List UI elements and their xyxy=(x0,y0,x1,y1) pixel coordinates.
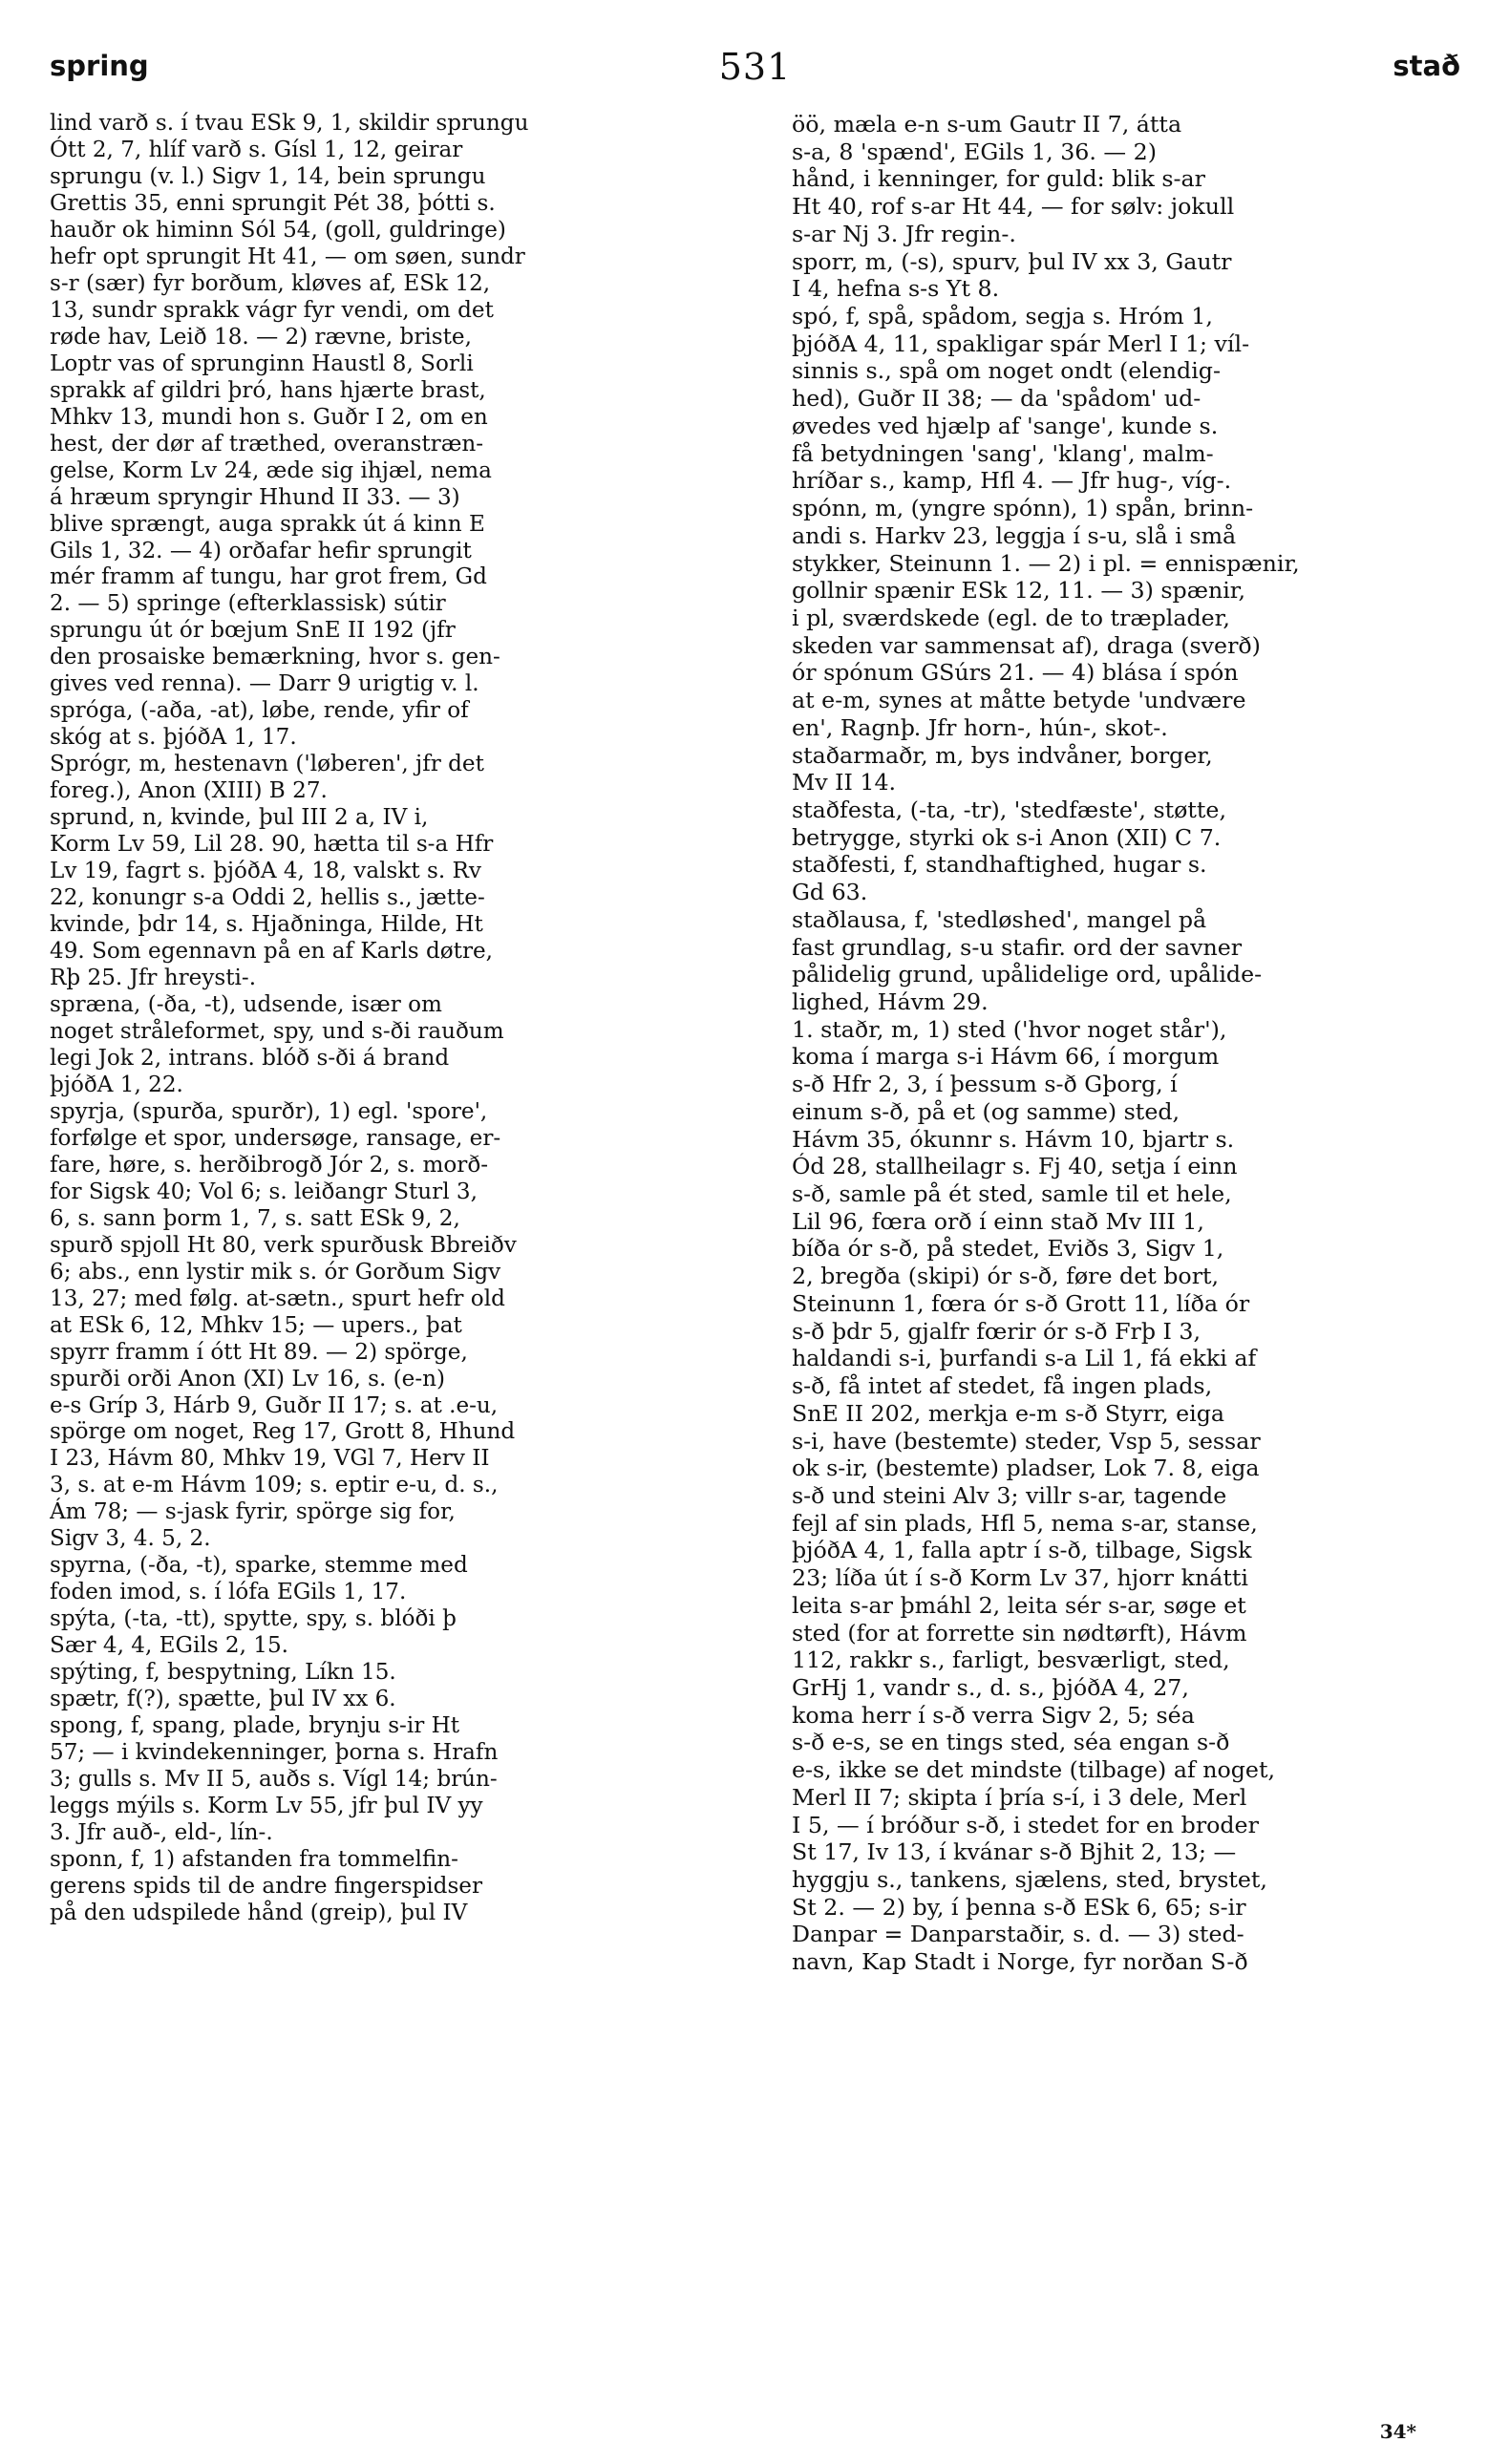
text-line: spurð spjoll Ht 80, verk spurðusk Bbreiðv xyxy=(50,1232,517,1258)
text-line: fast grundlag, s-u stafir. ord der savner xyxy=(792,933,1243,961)
text-line: hyggju s., tankens, sjælens, sted, brystet, xyxy=(792,1866,1267,1893)
text-line: staðlausa, f, 'stedløshed', mangel på xyxy=(792,905,1207,933)
text-line: spyrna, (-ða, -t), sparke, stemme med xyxy=(50,1553,468,1579)
text-line: St 17, Iv 13, í kvánar s-ð Bjhit 2, 13; — xyxy=(792,1838,1237,1866)
text-line: s-ð e-s, se en tings sted, séa engan s-ð xyxy=(792,1729,1230,1756)
text-line: Danpar = Danparstaðir, s. d. — 3) sted- xyxy=(792,1921,1244,1948)
text-line: gerens spids til de andre fingerspidser xyxy=(50,1873,483,1899)
text-line: spyrr framm í ótt Ht 89. — 2) spörge, xyxy=(50,1339,468,1365)
right-running-head: stað xyxy=(1393,50,1460,82)
text-line: 6, s. sann þorm 1, 7, s. satt ESk 9, 2, xyxy=(50,1205,460,1231)
text-line: Hávm 35, ókunnr s. Hávm 10, bjartr s. xyxy=(792,1125,1235,1153)
text-line: Gils 1, 32. — 4) orðafar hefir sprungit xyxy=(50,538,472,563)
text-line: s-r (sær) fyr borðum, kløves af, ESk 12, xyxy=(50,270,491,296)
text-line: spónn, m, (yngre spónn), 1) spån, brinn- xyxy=(792,495,1254,522)
text-line: 57; — i kvindekenninger, þorna s. Hrafn xyxy=(50,1740,499,1766)
text-line: Mv II 14. xyxy=(792,769,897,797)
text-line: få betydningen 'sang', 'klang', malm- xyxy=(792,439,1214,467)
text-line: betrygge, styrki ok s-i Anon (XII) C 7. xyxy=(792,823,1222,851)
text-line: Lv 19, fagrt s. þjóðA 4, 18, valskt s. Rv xyxy=(50,859,481,884)
text-line: for Sigsk 40; Vol 6; s. leiðangr Sturl 3, xyxy=(50,1179,478,1204)
text-line: Sprógr, m, hestenavn ('løberen', jfr det xyxy=(50,752,484,777)
text-line: gelse, Korm Lv 24, æde sig ihjæl, nema xyxy=(50,457,492,483)
text-line: pålidelig grund, upålidelige ord, upålide- xyxy=(792,961,1263,988)
text-line: blive sprængt, auga sprakk út á kinn E xyxy=(50,511,485,537)
text-line: lighed, Hávm 29. xyxy=(792,988,989,1015)
text-line: Ht 40, rof s-ar Ht 44, — for sølv: jokull xyxy=(792,193,1235,221)
text-line: spýting, f, bespytning, Líkn 15. xyxy=(50,1660,396,1686)
text-line: 1. staðr, m, 1) sted ('hvor noget står'), xyxy=(792,1015,1227,1043)
text-line: navn, Kap Stadt i Norge, fyr norðan S-ð xyxy=(792,1948,1248,1976)
text-line: kvinde, þdr 14, s. Hjaðninga, Hilde, Ht xyxy=(50,912,483,938)
text-line: i pl, sværdskede (egl. de to træplader, xyxy=(792,604,1230,631)
text-line: spýta, (-ta, -tt), spytte, spy, s. blóði þ xyxy=(50,1606,457,1632)
text-line: leita s-ar þmáhl 2, leita sér s-ar, søge et xyxy=(792,1591,1246,1619)
text-line: 2, bregða (skipi) ór s-ð, føre det bort, xyxy=(792,1263,1220,1290)
text-line: Gd 63. xyxy=(792,879,868,906)
text-line: I 4, hefna s-s Yt 8. xyxy=(792,275,1000,303)
text-line: e-s, ikke se det mindste (tilbage) af noget, xyxy=(792,1756,1275,1784)
page-number: 531 xyxy=(718,46,792,88)
text-line: Steinunn 1, fœra ór s-ð Grott 11, líða ór xyxy=(792,1289,1250,1317)
text-line: 23; líða út í s-ð Korm Lv 37, hjorr knátti xyxy=(792,1564,1248,1592)
text-line: haldandi s-i, þurfandi s-a Lil 1, fá ekki af xyxy=(792,1345,1257,1372)
text-line: s-ð, samle på ét sted, samle til et hele, xyxy=(792,1180,1232,1208)
text-line: 49. Som egennavn på en af Karls døtre, xyxy=(50,939,494,965)
text-line: á hræum spryngir Hhund II 33. — 3) xyxy=(50,484,460,510)
text-line: Ám 78; — s-jask fyrir, spörge sig for, xyxy=(50,1499,456,1525)
text-line: ór spónum GSúrs 21. — 4) blása í spón xyxy=(792,659,1239,687)
text-line: Ód 28, stallheilagr s. Fj 40, setja í einn xyxy=(792,1153,1238,1180)
text-line: sprund, n, kvinde, þul III 2 a, IV i, xyxy=(50,805,429,831)
text-line: gives ved renna). — Darr 9 urigtig v. l. xyxy=(50,671,479,697)
left-running-head: spring xyxy=(50,50,149,82)
text-line: lind varð s. í tvau ESk 9, 1, skildir sprungu xyxy=(50,111,529,136)
text-line: 3. Jfr auð-, eld-, lín-. xyxy=(50,1820,273,1845)
text-line: forfølge et spor, undersøge, ransage, er- xyxy=(50,1125,501,1151)
text-line: s-ð, få intet af stedet, få ingen plads, xyxy=(792,1372,1213,1400)
text-line: på den udspilede hånd (greip), þul IV xyxy=(50,1900,468,1925)
text-line: St 2. — 2) by, í þenna s-ð ESk 6, 65; s-ir xyxy=(792,1893,1246,1921)
page-header xyxy=(50,46,1460,92)
text-line: foden imod, s. í lófa EGils 1, 17. xyxy=(50,1580,407,1605)
text-line: 22, konungr s-a Oddi 2, hellis s., jætte- xyxy=(50,885,485,911)
text-line: hefr opt sprungit Ht 41, — om søen, sundr xyxy=(50,244,525,269)
text-line: fare, høre, s. herðibrogð Jór 2, s. morð- xyxy=(50,1152,489,1178)
text-line: stykker, Steinunn 1. — 2) i pl. = ennispænir, xyxy=(792,549,1300,577)
text-line: spörge om noget, Reg 17, Grott 8, Hhund xyxy=(50,1419,516,1445)
text-line: noget stråleformet, spy, und s-ði rauðum xyxy=(50,1018,504,1044)
text-line: den prosaiske bemærkning, hvor s. gen- xyxy=(50,645,500,670)
text-line: leggs mýils s. Korm Lv 55, jfr þul IV yy xyxy=(50,1794,483,1819)
text-line: Korm Lv 59, Lil 28. 90, hætta til s-a Hfr xyxy=(50,832,494,858)
text-line: fejl af sin plads, Hfl 5, nema s-ar, stanse, xyxy=(792,1509,1258,1537)
text-line: sprakk af gildri þró, hans hjærte brast, xyxy=(50,377,486,403)
text-line: andi s. Harkv 23, leggja í s-u, slå i små xyxy=(792,521,1237,549)
text-line: en', Ragnþ. Jfr horn-, hún-, skot-. xyxy=(792,713,1168,741)
text-line: hauðr ok himinn Sól 54, (goll, guldringe) xyxy=(50,217,506,243)
text-line: Sigv 3, 4. 5, 2. xyxy=(50,1526,211,1552)
text-line: einum s-ð, på et (og samme) sted, xyxy=(792,1097,1180,1125)
text-line: Ótt 2, 7, hlíf varð s. Gísl 1, 12, geirar xyxy=(50,137,463,162)
text-line: GrHj 1, vandr s., d. s., þjóðA 4, 27, xyxy=(792,1673,1189,1701)
text-line: gollnir spænir ESk 12, 11. — 3) spænir, xyxy=(792,577,1246,605)
text-line: þjóðA 1, 22. xyxy=(50,1072,183,1097)
text-line: Sær 4, 4, EGils 2, 15. xyxy=(50,1633,289,1659)
text-line: Grettis 35, enni sprungit Pét 38, þótti s. xyxy=(50,190,496,216)
text-line: Rþ 25. Jfr hreysti-. xyxy=(50,966,257,990)
text-line: 6; abs., enn lystir mik s. ór Gorðum Sigv xyxy=(50,1259,501,1285)
text-line: spræna, (-ða, -t), udsende, især om xyxy=(50,991,442,1017)
text-line: at e-m, synes at måtte betyde 'undvære xyxy=(792,687,1246,714)
text-line: Loptr vas of sprunginn Haustl 8, Sorli xyxy=(50,350,474,376)
text-line: 112, rakkr s., farligt, besværligt, sted, xyxy=(792,1646,1230,1674)
text-line: sporr, m, (-s), spurv, þul IV xx 3, Gautr xyxy=(792,247,1232,275)
text-line: ok s-ir, (bestemte) pladser, Lok 7. 8, eiga xyxy=(792,1455,1260,1482)
text-line: skóg at s. þjóðA 1, 17. xyxy=(50,725,297,751)
text-line: at ESk 6, 12, Mhkv 15; — upers., þat xyxy=(50,1312,462,1338)
signature-mark: 34* xyxy=(1379,2420,1416,2443)
text-line: skeden var sammensat af), draga (sverð) xyxy=(792,631,1261,659)
text-line: sted (for at forrette sin nødtørft), Hávm xyxy=(792,1619,1247,1646)
left-column xyxy=(50,111,741,2384)
text-line: s-ð þdr 5, gjalfr fœrir ór s-ð Frþ I 3, xyxy=(792,1317,1202,1345)
text-line: staðfesti, f, standhaftighed, hugar s. xyxy=(792,851,1207,879)
text-line: s-ar Nj 3. Jfr regin-. xyxy=(792,220,1016,247)
text-line: 13, 27; med følg. at-sætn., spurt hefr old xyxy=(50,1285,505,1311)
text-line: Merl II 7; skipta í þría s-í, i 3 dele, Merl xyxy=(792,1783,1247,1811)
text-line: sinnis s., spå om noget ondt (elendig- xyxy=(792,357,1221,385)
text-line: spyrja, (spurða, spurðr), 1) egl. 'spore', xyxy=(50,1098,488,1124)
text-line: spróga, (-aða, -at), løbe, rende, yfir of xyxy=(50,698,469,724)
text-line: Mhkv 13, mundi hon s. Guðr I 2, om en xyxy=(50,404,488,430)
text-line: spó, f, spå, spådom, segja s. Hróm 1, xyxy=(792,303,1213,330)
text-line: bíða ór s-ð, på stedet, Eviðs 3, Sigv 1, xyxy=(792,1235,1224,1263)
text-line: sprungu (v. l.) Sigv 1, 14, bein sprungu xyxy=(50,163,486,189)
text-line: hest, der dør af træthed, overanstræn- xyxy=(50,431,484,457)
right-column xyxy=(792,111,1483,2384)
text-line: Lil 96, fœra orð í einn stað Mv III 1, xyxy=(792,1207,1204,1235)
text-line: hånd, i kenninger, for guld: blik s-ar xyxy=(792,165,1205,193)
text-line: koma í marga s-i Hávm 66, í morgum xyxy=(792,1043,1220,1071)
text-line: SnE II 202, merkja e-m s-ð Styrr, eiga xyxy=(792,1399,1225,1427)
text-line: sponn, f, 1) afstanden fra tommelfin- xyxy=(50,1846,458,1872)
text-line: sprungu út ór bœjum SnE II 192 (jfr xyxy=(50,618,456,644)
text-line: foreg.), Anon (XIII) B 27. xyxy=(50,778,328,804)
text-line: s-ð Hfr 2, 3, í þessum s-ð Gþorg, í xyxy=(792,1071,1178,1098)
text-line: 3, s. at e-m Hávm 109; s. eptir e-u, d. s., xyxy=(50,1473,499,1498)
text-line: staðfesta, (-ta, -tr), 'stedfæste', støtte, xyxy=(792,796,1226,823)
text-line: legi Jok 2, intrans. blóð s-ði á brand xyxy=(50,1045,450,1071)
text-line: I 23, Hávm 80, Mhkv 19, VGl 7, Herv II xyxy=(50,1446,490,1472)
text-line: spong, f, spang, plade, brynju s-ir Ht xyxy=(50,1713,460,1739)
text-line: mér framm af tungu, har grot frem, Gd xyxy=(50,564,487,590)
text-line: staðarmaðr, m, bys indvåner, borger, xyxy=(792,741,1213,769)
text-line: røde hav, Leið 18. — 2) rævne, briste, xyxy=(50,324,472,350)
text-line: hríðar s., kamp, Hfl 4. — Jfr hug-, víg-. xyxy=(792,467,1232,495)
text-line: øvedes ved hjælp af 'sange', kunde s. xyxy=(792,412,1219,439)
text-line: 3; gulls s. Mv II 5, auðs s. Vígl 14; brún- xyxy=(50,1767,498,1793)
text-line: spurði orði Anon (XI) Lv 16, s. (e-n) xyxy=(50,1366,446,1391)
text-line: hed), Guðr II 38; — da 'spådom' ud- xyxy=(792,385,1202,413)
text-line: s-a, 8 'spænd', EGils 1, 36. — 2) xyxy=(792,138,1157,165)
text-line: þjóðA 4, 11, spakligar spár Merl I 1; víl- xyxy=(792,329,1250,357)
text-line: 13, sundr sprakk vágr fyr vendi, om det xyxy=(50,297,494,323)
text-line: 2. — 5) springe (efterklassisk) sútir xyxy=(50,591,446,617)
text-line: e-s Gríp 3, Hárb 9, Guðr II 17; s. at .e-u, xyxy=(50,1392,499,1418)
text-line: s-i, have (bestemte) steder, Vsp 5, sessar xyxy=(792,1427,1261,1455)
text-line: öö, mæla e-n s-um Gautr II 7, átta xyxy=(792,111,1182,138)
text-line: I 5, — í bróður s-ð, i stedet for en broder xyxy=(792,1811,1259,1838)
text-line: þjóðA 4, 1, falla aptr í s-ð, tilbage, Sigsk xyxy=(792,1537,1252,1564)
text-line: s-ð und steini Alv 3; villr s-ar, tagende xyxy=(792,1481,1227,1509)
text-line: koma herr í s-ð verra Sigv 2, 5; séa xyxy=(792,1701,1195,1729)
text-line: spætr, f(?), spætte, þul IV xx 6. xyxy=(50,1687,396,1712)
